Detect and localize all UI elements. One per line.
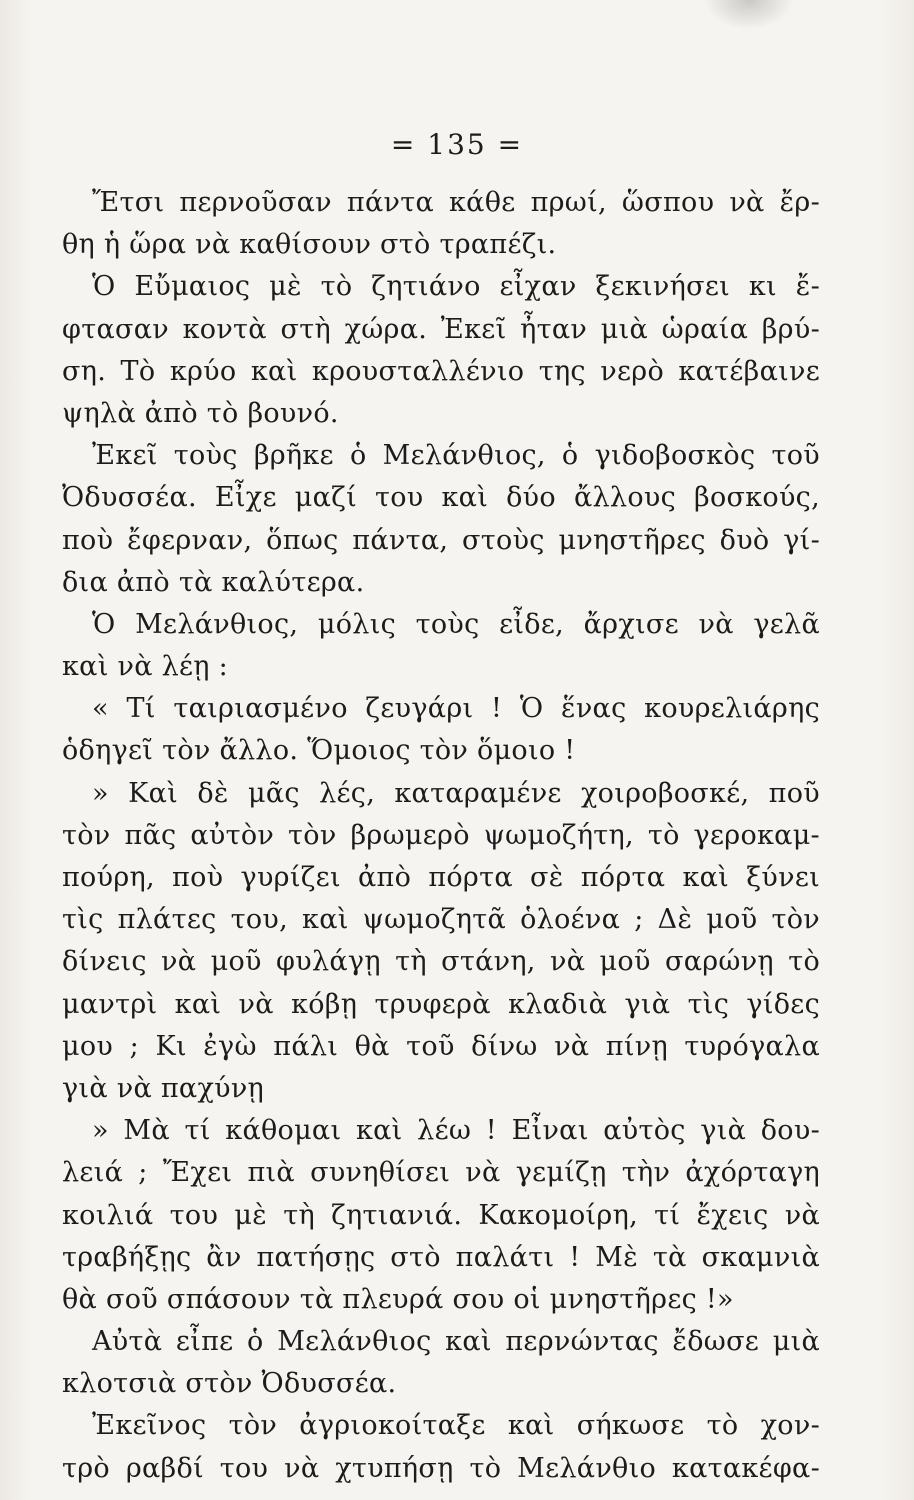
text-line: » Καὶ δὲ μᾶς λές, καταραμένε χοιροβοσκέ, ποῦ [92,777,820,809]
text-line: Ἐκεῖνος τὸν ἀγριοκοίταξε καὶ σήκωσε τὸ χον- [92,1410,820,1442]
text-line: μου ; Κι ἐγὼ πάλι θὰ τοῦ δίνω νὰ πίνῃ τυρόγαλα [62,1030,820,1062]
text-line: θη ἡ ὥρα νὰ καθίσουν στὸ τραπέζι. [62,229,557,261]
text-line: τραβήξῃς ἂν πατήσῃς στὸ παλάτι ! Μὲ τὰ σκαμνιὰ [62,1241,820,1273]
text-line: τὶς πλάτες του, καὶ ψωμοζητᾶ ὁλοένα ; Δὲ μοῦ τὸν [62,904,820,936]
text-line: τρὸ ραβδί του νὰ χτυπήσῃ τὸ Μελάνθιο κατακέφα- [62,1452,820,1484]
text-line: Ὁ Εὔμαιος μὲ τὸ ζητιάνο εἶχαν ξεκινήσει κι ἔ- [92,271,820,303]
text-line: δια ἀπὸ τὰ καλύτερα. [62,566,365,598]
text-line: Ἐκεῖ τοὺς βρῆκε ὁ Μελάνθιος, ὁ γιδοβοσκὸς τοῦ [92,440,820,472]
text-line: καὶ νὰ λέῃ : [62,651,229,683]
text-line: θὰ σοῦ σπάσουν τὰ πλευρά σου οἱ μνηστῆρες !» [62,1283,734,1315]
text-line: κοιλιά του μὲ τὴ ζητιανιά. Κακομοίρη, τί ἔχεις νὰ [62,1199,820,1231]
text-line: κλοτσιὰ στὸν Ὀδυσσέα. [62,1368,397,1400]
body-text [62,182,820,1490]
page-number: = 135 = [390,128,524,161]
text-line: γιὰ νὰ παχύνῃ [62,1072,265,1104]
text-line: τὸν πᾶς αὐτὸν τὸν βρωμερὸ ψωμοζήτη, τὸ γεροκαμ- [62,819,820,851]
text-line: Ὁ Μελάνθιος, μόλις τοὺς εἶδε, ἄρχισε νὰ γελᾶ [92,608,820,640]
text-line: ση. Τὸ κρύο καὶ κρουσταλλένιο της νερὸ κατέβαινε [62,355,820,387]
page-smudge [704,0,794,30]
text-line: φτασαν κοντὰ στὴ χώρα. Ἐκεῖ ἦταν μιὰ ὡραία βρύ- [62,313,820,345]
text-line: « Τί ταιριασμένο ζευγάρι ! Ὁ ἕνας κουρελιάρης [92,693,820,725]
text-line: ὁδηγεῖ τὸν ἄλλο. Ὅμοιος τὸν ὅμοιο ! [62,735,576,767]
text-line: λειά ; Ἔχει πιὰ συνηθίσει νὰ γεμίζῃ τὴν ἀχόρταγη [62,1157,820,1189]
text-line: ψηλὰ ἀπὸ τὸ βουνό. [62,397,339,429]
text-line: Ἔτσι περνοῦσαν πάντα κάθε πρωί, ὥσπου νὰ ἔρ- [92,187,820,218]
text-line: ποὺ ἔφερναν, ὅπως πάντα, στοὺς μνηστῆρες δυὸ γί- [62,524,820,556]
text-line: Αὐτὰ εἶπε ὁ Μελάνθιος καὶ περνώντας ἔδωσε μιὰ [92,1326,820,1358]
text-line: » Μὰ τί κάθομαι καὶ λέω ! Εἶναι αὐτὸς γιὰ δου- [92,1115,820,1147]
text-line: πούρη, ποὺ γυρίζει ἀπὸ πόρτα σὲ πόρτα καὶ ξύνει [62,862,820,893]
text-line: Ὀδυσσέα. Εἶχε μαζί του καὶ δύο ἄλλους βοσκούς, [62,482,820,514]
text-line: δίνεις νὰ μοῦ φυλάγῃ τὴ στάνη, νὰ μοῦ σαρώνῃ τὸ [62,946,820,978]
text-line: μαντρὶ καὶ νὰ κόβῃ τρυφερὰ κλαδιὰ γιὰ τὶς γίδες [62,988,820,1020]
